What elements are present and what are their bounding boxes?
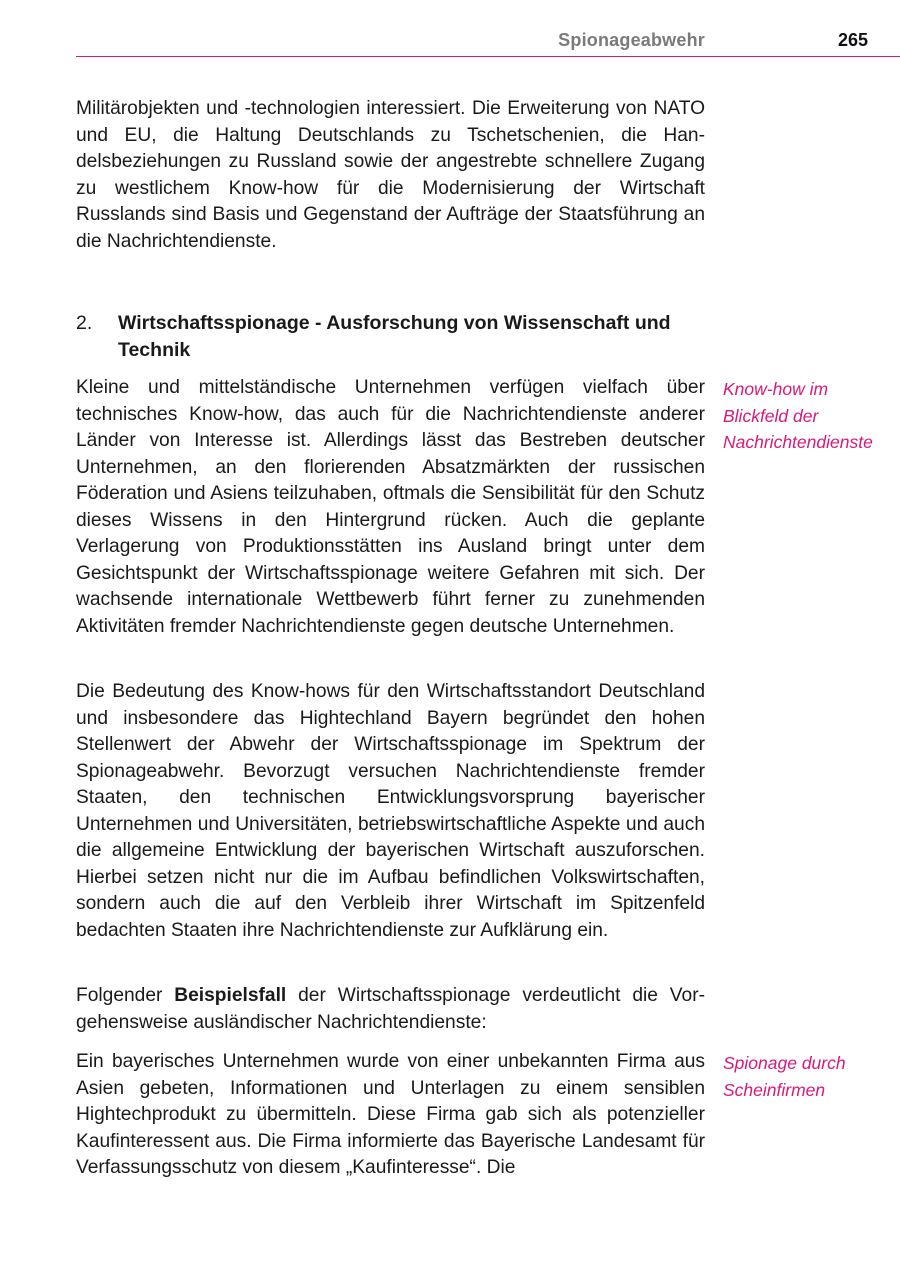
margin-note-know-how: Know-how im Blickfeld der Nachrichtendienste — [723, 379, 873, 452]
paragraph-text: Militärobjekten und -technologien interessiert. Die Erweiterung von NATO und EU, die Haltung Deutschlands zu Tschetschenien, die Handelsbeziehungen zu Russland sowie der angestrebte schnellere Zugang zu westlichem Know-how für die Modernisierung der Wirtschaft Russlands sind Basis und Gegenstand der Aufträge der Staatsführung an die Nachrichtendienste. — [76, 98, 705, 252]
paragraph-text-end: der Wirtschaftsspionage verdeutlicht die Vorgehensweise ausländischer Nachrichtendienste: — [76, 985, 705, 1033]
margin-note-scheinfirmen: Spionage durch Scheinfirmen — [723, 1053, 846, 1100]
section-number: 2. — [76, 312, 93, 334]
page-number: 265 — [837, 30, 868, 50]
body-paragraph-3 — [76, 679, 705, 944]
paragraph-text: Kleine und mittelständische Unternehmen verfügen vielfach über technisches Know-how, das auch für die Nachrichtendienste anderer Länder von Interesse ist. Allerdings lässt das Bestreben deutscher Unternehmen, an den florierenden Absatzmärkten der russischen Föderation und Asiens teilzuhaben, oftmals die Sensibilität für den Schutz dieses Wissens in den Hintergrund rücken. Auch die geplante Verlagerung von Produktionsstätten ins Ausland bringt unter dem Gesichtspunkt der Wirtschaftsspionage weitere Gefahren mit sich. Der wachsende internationale Wettbewerb führt ferner zu zunehmenden Aktivitäten fremder Nachrichtendienste gegen deutsche Unternehmen. — [76, 377, 705, 637]
section-title: Wirtschaftsspionage - Ausforschung von Wissenschaft und Technik — [118, 312, 671, 361]
paragraph-text — [76, 983, 705, 1036]
body-paragraph-4 — [76, 983, 705, 1036]
body-paragraph-2 — [76, 375, 705, 640]
running-title: Spionageabwehr — [558, 30, 705, 50]
body-paragraph-5 — [76, 1049, 705, 1182]
paragraph-text-start: Folgender — [76, 985, 175, 1006]
running-header — [0, 30, 900, 54]
paragraph-text: Die Bedeutung des Know-hows für den Wirtschaftsstandort Deutschland und insbesondere das Hightechland Bayern begründet den hohen Stellenwert der Abwehr der Wirtschaftsspionage im Spektrum der Spionageabwehr. Bevorzugt versuchen Nachrichtendienste fremder Staaten, den technischen Entwicklungsvorsprung bayerischer Unternehmen und Universitäten, betriebswirtschaftliche Aspekte und auch die allgemeine Entwicklung der bayerischen Wirtschaft auszuforschen. Hierbei setzen nicht nur die im Aufbau befindlichen Volkswirtschaften, sondern auch die auf den Verbleib ihrer Wirtschaft im Spitzenfeld bedachten Staaten ihre Nachrichtendienste zur Aufklärung ein. — [76, 681, 705, 941]
body-paragraph-1 — [76, 96, 705, 255]
section-heading — [76, 310, 705, 363]
bold-term-beispielsfall: Beispielsfall — [174, 985, 287, 1006]
header-rule — [76, 56, 900, 57]
paragraph-text: Ein bayerisches Unternehmen wurde von einer unbekannten Firma aus Asien gebeten, Informationen und Unterlagen zu einem sensiblen Hightechprodukt zu übermitteln. Diese Firma gab sich als potenzieller Kaufinteressent aus. Die Firma informierte das Bayerische Landesamt für Verfassungsschutz von diesem „Kaufinteresse“. Die — [76, 1051, 705, 1178]
